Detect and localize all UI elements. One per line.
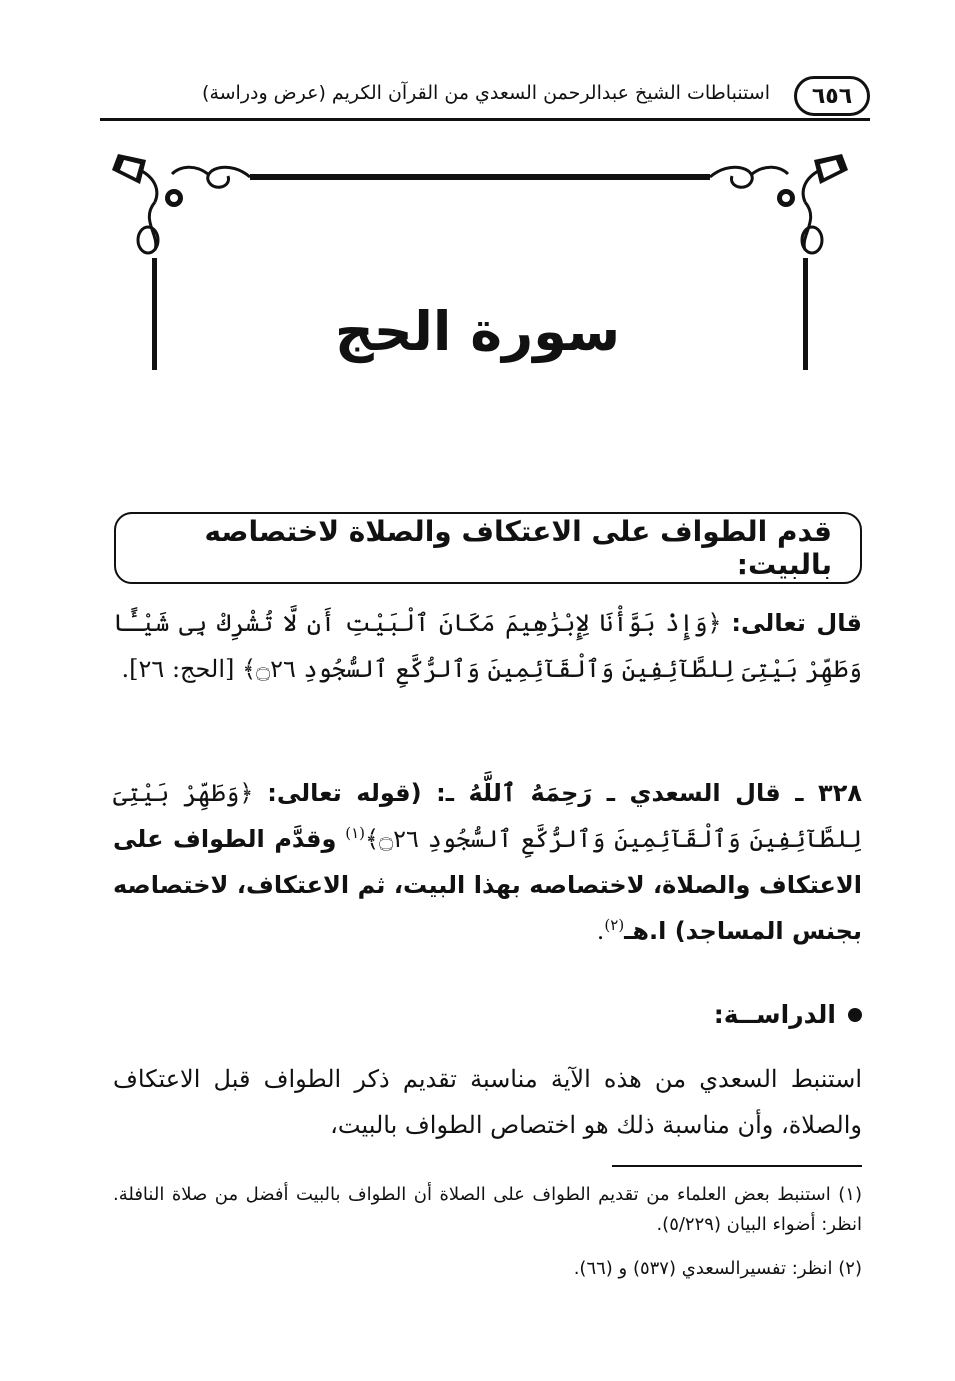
verse-intro: قال تعالى:: [731, 609, 862, 637]
study-heading-label: الدراســة:: [713, 1000, 836, 1029]
page-number: ٦٥٦: [811, 83, 853, 109]
running-header: [100, 70, 870, 122]
verse-paragraph: [113, 600, 862, 692]
header-rule: [100, 118, 870, 121]
verse-reference: [الحج: ٢٦].: [121, 655, 235, 683]
section-heading-box: [114, 512, 862, 584]
footnote-number: (١): [838, 1184, 862, 1205]
study-paragraph: [113, 1056, 862, 1148]
footnote-rule: [612, 1165, 862, 1167]
quote-lead: ٣٢٨ ـ قال السعدي ـ رَحِمَهُ ٱللَّهُ ـ: (قوله تعالى:: [267, 779, 862, 807]
bullet-icon: [848, 1008, 862, 1022]
footnote-text: انظر: تفسيرالسعدي (٥٣٧) و (٦٦).: [573, 1258, 833, 1279]
study-text: استنبط السعدي من هذه الآية مناسبة تقديم ذكر الطواف قبل الاعتكاف والصلاة، وأن مناسبة ذلك هو اختصاص الطواف بالبيت،: [113, 1065, 862, 1139]
surah-title: سورة الحج: [334, 300, 621, 363]
footnote-number: (٢): [838, 1258, 862, 1279]
running-title: استنباطات الشيخ عبدالرحمن السعدي من القرآن الكريم (عرض ودراسة): [202, 82, 770, 104]
quran-verse: ﴿وَإِذْ بَوَّأْنَا لِإِبْرَٰهِيمَ مَكَانَ ٱلْبَيْتِ أَن لَّا تُشْرِكْ بِى شَيْـًٔا وَطَهِّرْ بَيْتِىَ لِلطَّآئِفِينَ وَٱلْقَآئِمِينَ وَٱلرُّكَّعِ ٱلسُّجُودِ ۝٢٦﴾: [113, 609, 862, 683]
page-number-badge: [794, 76, 870, 116]
section-heading: قدم الطواف على الاعتكاف والصلاة لاختصاصه بالبيت:: [204, 515, 832, 581]
footnote-marker-1[interactable]: (١): [345, 824, 366, 842]
quote-end: .: [596, 917, 605, 945]
footnote-1: [113, 1180, 862, 1240]
footnote-2: [113, 1254, 862, 1284]
footnote-text: استنبط بعض العلماء من تقديم الطواف على الصلاة أن الطواف بالبيت أفضل من صلاة النافلة. انظر: أضواء البيان (٥/٢٢٩).: [113, 1184, 862, 1235]
quote-verse: ﴿وَطَهِّرْ بَيْتِىَ لِلطَّآئِفِينَ وَٱلْقَآئِمِينَ وَٱلرُّكَّعِ ٱلسُّجُودِ ۝٢٦﴾: [113, 779, 863, 853]
footnote-marker-2[interactable]: (٢): [604, 916, 625, 934]
study-heading: [714, 1000, 862, 1029]
quote-body: وقدَّم الطواف على الاعتكاف والصلاة، لاختصاصه بهذا البيت، ثم الاعتكاف، لاختصاصه بجنس المساجد) ا.هـ: [113, 825, 862, 945]
quote-paragraph: [113, 770, 862, 954]
